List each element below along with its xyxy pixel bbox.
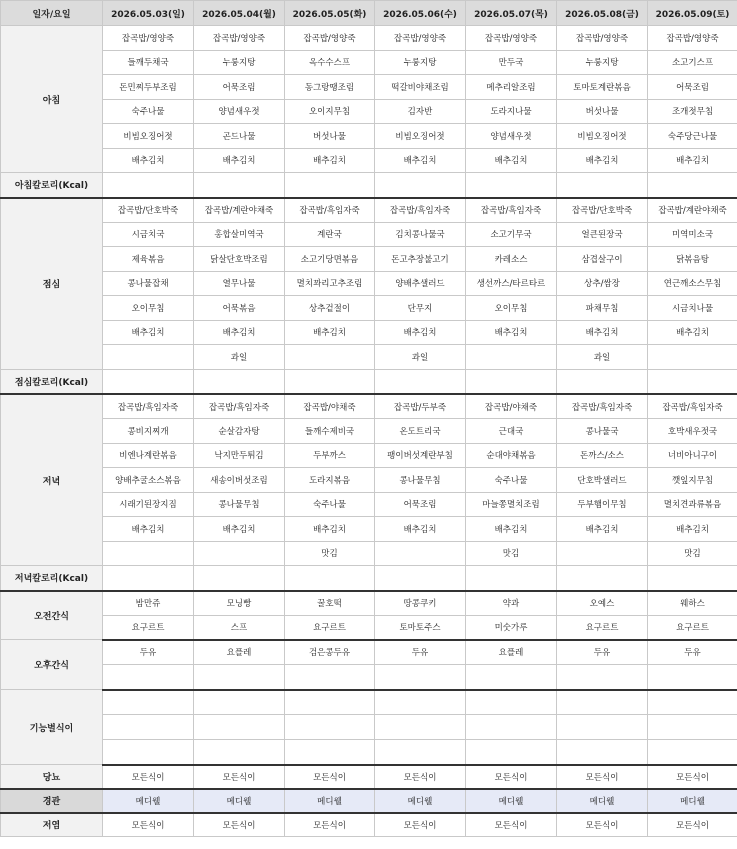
menu-cell: 잡곡밥/단호박죽 xyxy=(103,198,194,223)
menu-cell: 잡곡밥/흑임자죽 xyxy=(375,198,466,223)
menu-cell: 단호박샐러드 xyxy=(557,468,648,493)
menu-cell: 메추리알조림 xyxy=(466,75,557,100)
menu-cell xyxy=(285,345,375,370)
menu-cell xyxy=(557,665,648,690)
lunch-calorie-label: 점심칼로리(Kcal) xyxy=(1,369,103,394)
menu-cell: 콩비지찌개 xyxy=(103,419,194,444)
calorie-cell xyxy=(103,173,194,198)
diet-cell: 메디웰 xyxy=(375,789,466,813)
menu-cell: 요구르트 xyxy=(557,615,648,640)
lunch-row xyxy=(1,345,737,370)
day-header: 2026.05.08(금) xyxy=(557,1,648,26)
diet-cell: 메디웰 xyxy=(648,789,737,813)
menu-cell xyxy=(648,690,737,715)
lunch-row xyxy=(1,198,737,223)
menu-cell: 온도트리국 xyxy=(375,419,466,444)
dinner-row xyxy=(1,419,737,444)
calorie-cell xyxy=(103,566,194,591)
lunch-row xyxy=(1,271,737,296)
menu-cell: 닭살단호박조림 xyxy=(194,247,285,272)
menu-cell: 잡곡밥/계란야채죽 xyxy=(194,198,285,223)
menu-cell: 소고기당면볶음 xyxy=(285,247,375,272)
menu-cell: 잡곡밥/흑임자죽 xyxy=(285,198,375,223)
menu-cell: 어묵볶음 xyxy=(194,296,285,321)
corner-header: 일자/요일 xyxy=(1,1,103,26)
menu-cell: 배추김치 xyxy=(375,320,466,345)
menu-cell: 양념새우젓 xyxy=(194,99,285,124)
menu-cell: 토마토주스 xyxy=(375,615,466,640)
menu-cell: 과일 xyxy=(375,345,466,370)
menu-cell xyxy=(375,665,466,690)
menu-cell: 도라지볶음 xyxy=(285,468,375,493)
tube-row xyxy=(1,789,737,813)
calorie-cell xyxy=(375,173,466,198)
pm-snack-row xyxy=(1,640,737,665)
breakfast-row xyxy=(1,50,737,75)
menu-cell: 배추김치 xyxy=(557,320,648,345)
breakfast-calorie-row xyxy=(1,173,737,198)
menu-cell: 두유 xyxy=(648,640,737,665)
menu-cell: 잡곡밥/영양죽 xyxy=(466,26,557,51)
day-header: 2026.05.06(수) xyxy=(375,1,466,26)
menu-cell: 조개젓무침 xyxy=(648,99,737,124)
menu-cell: 닭볶음탕 xyxy=(648,247,737,272)
menu-cell: 얼큰된장국 xyxy=(557,222,648,247)
menu-cell: 시래기된장지짐 xyxy=(103,492,194,517)
menu-cell xyxy=(557,541,648,566)
menu-cell: 비엔나계란볶음 xyxy=(103,443,194,468)
menu-cell: 돈고추장불고기 xyxy=(375,247,466,272)
diet-cell: 모든식이 xyxy=(375,765,466,789)
menu-cell xyxy=(375,690,466,715)
day-header: 2026.05.09(토) xyxy=(648,1,737,26)
calorie-cell xyxy=(557,566,648,591)
menu-cell: 비빔오징어젓 xyxy=(557,124,648,149)
menu-cell: 맛김 xyxy=(285,541,375,566)
diet-cell: 메디웰 xyxy=(285,789,375,813)
menu-cell: 잡곡밥/흑임자죽 xyxy=(466,198,557,223)
menu-cell: 잡곡밥/영양죽 xyxy=(375,26,466,51)
menu-cell: 옥수수스프 xyxy=(285,50,375,75)
menu-cell: 숙주당근나물 xyxy=(648,124,737,149)
menu-cell xyxy=(466,740,557,765)
breakfast-label: 아침 xyxy=(1,26,103,173)
menu-cell xyxy=(194,665,285,690)
diet-cell: 메디웰 xyxy=(194,789,285,813)
calorie-cell xyxy=(285,173,375,198)
lunch-calorie-row xyxy=(1,369,737,394)
menu-cell: 버섯나물 xyxy=(557,99,648,124)
menu-cell: 미역미소국 xyxy=(648,222,737,247)
menu-cell: 두유 xyxy=(375,640,466,665)
menu-cell: 숙주나물 xyxy=(466,468,557,493)
menu-cell: 배추김치 xyxy=(103,517,194,542)
menu-cell: 과일 xyxy=(194,345,285,370)
menu-cell: 요구르트 xyxy=(648,615,737,640)
pm-snack-label: 오후간식 xyxy=(1,640,103,690)
menu-cell: 모닝빵 xyxy=(194,591,285,616)
menu-cell: 잡곡밥/흑임자죽 xyxy=(557,394,648,419)
menu-cell xyxy=(285,715,375,740)
menu-cell: 배추김치 xyxy=(375,517,466,542)
menu-cell: 누룽지탕 xyxy=(557,50,648,75)
calorie-cell xyxy=(194,369,285,394)
menu-cell: 배추김치 xyxy=(648,148,737,173)
menu-cell: 양배추굴소스볶음 xyxy=(103,468,194,493)
menu-cell: 파채무침 xyxy=(557,296,648,321)
menu-cell: 맛김 xyxy=(648,541,737,566)
menu-cell xyxy=(285,740,375,765)
menu-cell: 비빔오징어젓 xyxy=(375,124,466,149)
calorie-cell xyxy=(466,369,557,394)
menu-cell: 잡곡밥/영양죽 xyxy=(648,26,737,51)
menu-cell: 근대국 xyxy=(466,419,557,444)
diet-cell: 모든식이 xyxy=(466,765,557,789)
menu-cell: 시금치나물 xyxy=(648,296,737,321)
menu-cell: 팽이버섯계란부침 xyxy=(375,443,466,468)
menu-cell: 홍합살미역국 xyxy=(194,222,285,247)
menu-cell: 돈민찌두부조림 xyxy=(103,75,194,100)
menu-cell: 스프 xyxy=(194,615,285,640)
menu-cell: 생선까스/타르타르 xyxy=(466,271,557,296)
calorie-cell xyxy=(466,173,557,198)
menu-cell: 잡곡밥/두부죽 xyxy=(375,394,466,419)
menu-cell: 단무지 xyxy=(375,296,466,321)
menu-cell: 양념새우젓 xyxy=(466,124,557,149)
menu-cell: 멸치꽈리고추조림 xyxy=(285,271,375,296)
menu-cell: 연근깨소스무침 xyxy=(648,271,737,296)
menu-cell: 배추김치 xyxy=(285,148,375,173)
menu-cell: 콩나물무침 xyxy=(375,468,466,493)
menu-cell: 배추김치 xyxy=(648,320,737,345)
menu-cell xyxy=(194,740,285,765)
diet-cell: 모든식이 xyxy=(285,765,375,789)
diet-cell: 모든식이 xyxy=(103,813,194,837)
menu-cell xyxy=(466,690,557,715)
calorie-cell xyxy=(375,369,466,394)
menu-cell xyxy=(194,541,285,566)
menu-cell: 멸치견과류볶음 xyxy=(648,492,737,517)
dinner-row xyxy=(1,468,737,493)
menu-cell: 요구르트 xyxy=(103,615,194,640)
diet-cell: 모든식이 xyxy=(194,813,285,837)
menu-cell xyxy=(375,541,466,566)
calorie-cell xyxy=(103,369,194,394)
breakfast-row xyxy=(1,148,737,173)
menu-cell xyxy=(103,345,194,370)
dinner-row xyxy=(1,394,737,419)
menu-cell: 콩나물무침 xyxy=(194,492,285,517)
diet-cell: 모든식이 xyxy=(466,813,557,837)
calorie-cell xyxy=(285,566,375,591)
day-header: 2026.05.07(목) xyxy=(466,1,557,26)
menu-cell: 배추김치 xyxy=(375,148,466,173)
diet-cell: 모든식이 xyxy=(285,813,375,837)
am-snack-row xyxy=(1,615,737,640)
menu-cell: 돈까스/소스 xyxy=(557,443,648,468)
menu-cell: 잡곡밥/계란야채죽 xyxy=(648,198,737,223)
menu-cell: 배추김치 xyxy=(557,517,648,542)
diet-cell: 모든식이 xyxy=(648,765,737,789)
menu-cell: 배추김치 xyxy=(194,517,285,542)
menu-cell: 순대야채볶음 xyxy=(466,443,557,468)
menu-cell: 배추김치 xyxy=(557,148,648,173)
diabetes-label: 당뇨 xyxy=(1,765,103,789)
menu-cell: 배추김치 xyxy=(103,148,194,173)
menu-cell: 배추김치 xyxy=(466,517,557,542)
breakfast-row xyxy=(1,75,737,100)
menu-cell: 잡곡밥/흑임자죽 xyxy=(648,394,737,419)
menu-cell xyxy=(103,665,194,690)
calorie-cell xyxy=(285,369,375,394)
menu-cell xyxy=(285,690,375,715)
menu-cell: 땅콩쿠키 xyxy=(375,591,466,616)
menu-cell: 누룽지탕 xyxy=(375,50,466,75)
menu-cell xyxy=(648,740,737,765)
menu-cell: 낙지만두튀김 xyxy=(194,443,285,468)
menu-cell: 잡곡밥/영양죽 xyxy=(557,26,648,51)
calorie-cell xyxy=(648,566,737,591)
am-snack-row xyxy=(1,591,737,616)
menu-cell: 동그랑땡조림 xyxy=(285,75,375,100)
menu-cell xyxy=(648,665,737,690)
menu-cell: 마늘쫑멸치조림 xyxy=(466,492,557,517)
menu-cell: 잡곡밥/영양죽 xyxy=(285,26,375,51)
menu-cell xyxy=(375,715,466,740)
diabetes-row xyxy=(1,765,737,789)
dinner-calorie-row xyxy=(1,566,737,591)
functional-row xyxy=(1,740,737,765)
diet-cell: 메디웰 xyxy=(557,789,648,813)
pm-snack-row xyxy=(1,665,737,690)
menu-cell: 배추김치 xyxy=(103,320,194,345)
low-salt-row xyxy=(1,813,737,837)
menu-cell xyxy=(466,345,557,370)
menu-cell xyxy=(194,690,285,715)
menu-cell: 어묵조림 xyxy=(194,75,285,100)
menu-cell: 두부햄이무침 xyxy=(557,492,648,517)
dinner-row xyxy=(1,443,737,468)
menu-cell: 새송이버섯조림 xyxy=(194,468,285,493)
menu-cell xyxy=(103,740,194,765)
menu-cell: 카레소스 xyxy=(466,247,557,272)
menu-cell xyxy=(466,665,557,690)
menu-cell: 숙주나물 xyxy=(285,492,375,517)
functional-row xyxy=(1,715,737,740)
header-row xyxy=(1,1,737,26)
lunch-row xyxy=(1,320,737,345)
calorie-cell xyxy=(648,369,737,394)
day-header: 2026.05.05(화) xyxy=(285,1,375,26)
menu-cell: 잡곡밥/야채죽 xyxy=(285,394,375,419)
menu-cell: 배추김치 xyxy=(466,320,557,345)
menu-cell xyxy=(285,665,375,690)
menu-cell: 오이지무침 xyxy=(285,99,375,124)
menu-cell: 숙주나물 xyxy=(103,99,194,124)
menu-cell: 김자반 xyxy=(375,99,466,124)
diet-cell: 메디웰 xyxy=(103,789,194,813)
menu-cell xyxy=(648,715,737,740)
menu-cell: 들깨수제비국 xyxy=(285,419,375,444)
menu-cell: 배추김치 xyxy=(194,320,285,345)
diet-cell: 모든식이 xyxy=(194,765,285,789)
menu-cell: 두유 xyxy=(103,640,194,665)
dinner-row xyxy=(1,541,737,566)
lunch-row xyxy=(1,222,737,247)
menu-cell: 오이무침 xyxy=(103,296,194,321)
menu-cell: 토마토계란볶음 xyxy=(557,75,648,100)
menu-cell: 비빔오징어젓 xyxy=(103,124,194,149)
menu-cell: 만두국 xyxy=(466,50,557,75)
menu-cell: 오예스 xyxy=(557,591,648,616)
dinner-label: 저녁 xyxy=(1,394,103,566)
day-header: 2026.05.03(일) xyxy=(103,1,194,26)
menu-cell: 요플레 xyxy=(466,640,557,665)
diet-cell: 메디웰 xyxy=(466,789,557,813)
menu-cell xyxy=(648,345,737,370)
menu-cell: 약과 xyxy=(466,591,557,616)
dinner-row xyxy=(1,517,737,542)
menu-cell: 삼겹살구이 xyxy=(557,247,648,272)
lunch-label: 점심 xyxy=(1,198,103,370)
menu-cell xyxy=(194,715,285,740)
breakfast-row xyxy=(1,26,737,51)
menu-cell: 잡곡밥/흑임자죽 xyxy=(103,394,194,419)
calorie-cell xyxy=(557,173,648,198)
lunch-row xyxy=(1,247,737,272)
menu-cell: 꿀호떡 xyxy=(285,591,375,616)
menu-cell: 콩나물국 xyxy=(557,419,648,444)
menu-cell: 잡곡밥/흑임자죽 xyxy=(194,394,285,419)
menu-cell: 소고기무국 xyxy=(466,222,557,247)
day-header: 2026.05.04(월) xyxy=(194,1,285,26)
menu-cell: 잡곡밥/단호박죽 xyxy=(557,198,648,223)
menu-cell: 너비아니구이 xyxy=(648,443,737,468)
menu-cell: 어묵조림 xyxy=(648,75,737,100)
menu-cell: 계란국 xyxy=(285,222,375,247)
menu-cell xyxy=(557,690,648,715)
menu-cell: 깻잎지무침 xyxy=(648,468,737,493)
menu-cell: 콩나물잡채 xyxy=(103,271,194,296)
menu-cell: 두부까스 xyxy=(285,443,375,468)
menu-cell: 김치콩나물국 xyxy=(375,222,466,247)
menu-cell: 호박새우젓국 xyxy=(648,419,737,444)
menu-cell: 들깨두채국 xyxy=(103,50,194,75)
dinner-row xyxy=(1,492,737,517)
diet-cell: 모든식이 xyxy=(557,765,648,789)
menu-cell xyxy=(557,740,648,765)
calorie-cell xyxy=(194,566,285,591)
menu-cell: 요구르트 xyxy=(285,615,375,640)
menu-cell: 미숫가루 xyxy=(466,615,557,640)
calorie-cell xyxy=(375,566,466,591)
calorie-cell xyxy=(648,173,737,198)
menu-cell: 배추김치 xyxy=(194,148,285,173)
diet-cell: 모든식이 xyxy=(648,813,737,837)
menu-cell: 잡곡밥/영양죽 xyxy=(103,26,194,51)
dinner-calorie-label: 저녁칼로리(Kcal) xyxy=(1,566,103,591)
menu-cell: 도라지나물 xyxy=(466,99,557,124)
menu-cell: 떡갈비야채조림 xyxy=(375,75,466,100)
menu-cell: 잡곡밥/영양죽 xyxy=(194,26,285,51)
menu-cell: 배추김치 xyxy=(285,320,375,345)
lunch-row xyxy=(1,296,737,321)
menu-cell xyxy=(375,740,466,765)
diet-cell: 모든식이 xyxy=(375,813,466,837)
tube-label: 경관 xyxy=(1,789,103,813)
menu-cell: 소고기스프 xyxy=(648,50,737,75)
menu-cell: 과일 xyxy=(557,345,648,370)
menu-cell: 배추김치 xyxy=(285,517,375,542)
menu-cell xyxy=(103,541,194,566)
diet-cell: 모든식이 xyxy=(557,813,648,837)
menu-cell: 어묵조림 xyxy=(375,492,466,517)
calorie-cell xyxy=(194,173,285,198)
menu-cell xyxy=(103,715,194,740)
calorie-cell xyxy=(466,566,557,591)
diet-cell: 모든식이 xyxy=(103,765,194,789)
low-salt-label: 저염 xyxy=(1,813,103,837)
menu-cell: 오이무침 xyxy=(466,296,557,321)
am-snack-label: 오전간식 xyxy=(1,591,103,640)
menu-cell: 상추겉절이 xyxy=(285,296,375,321)
menu-cell: 배추김치 xyxy=(648,517,737,542)
menu-cell: 버섯나물 xyxy=(285,124,375,149)
menu-cell: 열무나물 xyxy=(194,271,285,296)
menu-cell: 두유 xyxy=(557,640,648,665)
menu-cell: 누룽지탕 xyxy=(194,50,285,75)
menu-cell xyxy=(466,715,557,740)
menu-cell: 곤드나물 xyxy=(194,124,285,149)
breakfast-row xyxy=(1,99,737,124)
menu-cell xyxy=(103,690,194,715)
breakfast-calorie-label: 아침칼로리(Kcal) xyxy=(1,173,103,198)
menu-cell: 웨하스 xyxy=(648,591,737,616)
calorie-cell xyxy=(557,369,648,394)
menu-cell: 밤만쥬 xyxy=(103,591,194,616)
functional-row xyxy=(1,690,737,715)
menu-cell: 시금치국 xyxy=(103,222,194,247)
menu-cell: 제육볶음 xyxy=(103,247,194,272)
menu-cell: 순살감자탕 xyxy=(194,419,285,444)
menu-cell: 맛김 xyxy=(466,541,557,566)
breakfast-row xyxy=(1,124,737,149)
menu-cell: 양배추샐러드 xyxy=(375,271,466,296)
menu-cell: 배추김치 xyxy=(466,148,557,173)
menu-cell: 상추/쌈장 xyxy=(557,271,648,296)
functional-label: 기능별식이 xyxy=(1,690,103,765)
menu-cell: 요플레 xyxy=(194,640,285,665)
menu-cell: 잡곡밥/야채죽 xyxy=(466,394,557,419)
menu-cell: 검은콩두유 xyxy=(285,640,375,665)
menu-cell xyxy=(557,715,648,740)
